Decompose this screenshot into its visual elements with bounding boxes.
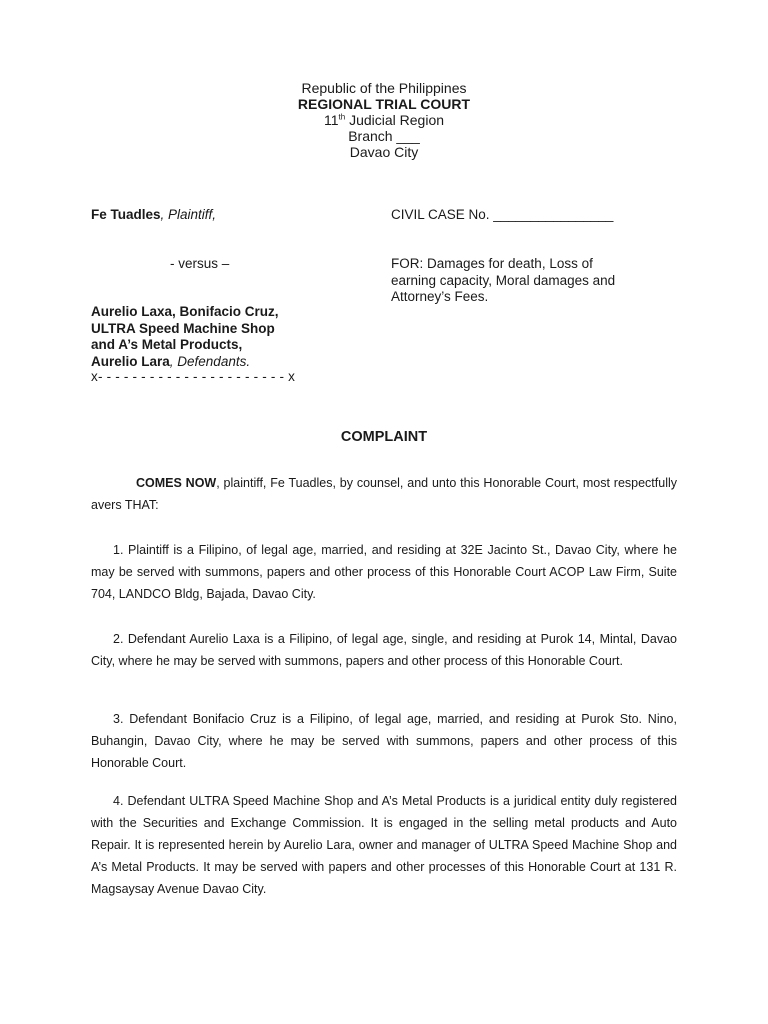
header-region-text: Judicial Region (345, 112, 445, 128)
plaintiff-role: , Plaintiff, (160, 207, 217, 222)
allegation-paragraph: 3. Defendant Bonifacio Cruz is a Filipino, of legal age, married, and residing at Purok Sto. Nino, Buhangin, Davao City, where he may be served with summons, papers and other process of this Honorable Court. (91, 712, 677, 770)
civil-case-number: CIVIL CASE No. ________________ (391, 207, 614, 222)
header-region (0, 112, 768, 128)
case-nature (391, 256, 615, 306)
defendant-line: ULTRA Speed Machine Shop (91, 320, 275, 336)
header-republic: Republic of the Philippines (301, 80, 467, 96)
defendant-line: Aurelio Laxa, Bonifacio Cruz, (91, 304, 279, 319)
defendant-role: , Defendants. (169, 353, 251, 369)
case-nature-line: FOR: Damages for death, Loss of (391, 256, 593, 271)
case-nature-line: earning capacity, Moral damages and (391, 272, 616, 288)
allegation-paragraph: 2. Defendant Aurelio Laxa is a Filipino, of legal age, single, and residing at Purok 14, Mintal, Davao City, where he may be served with summons, papers and other process of this Honorable Court. (91, 632, 677, 668)
intro-text: , plaintiff, Fe Tuadles, by counsel, and unto this Honorable Court, most respectfully avers THAT: (91, 476, 677, 512)
defendants-block (91, 304, 279, 370)
allegation-paragraph: 4. Defendant ULTRA Speed Machine Shop and A’s Metal Products is a juridical entity duly registered with the Securities and Exchange Commission. It is engaged in the selling metal products and Auto Repair. It is represented herein by Aurelio Lara, owner and manager of ULTRA Speed Machine Shop and A’s Metal Products. It may be served with papers and other processes of this Honorable Court at 131 R. Magsaysay Avenue Davao City. (91, 794, 677, 896)
header-court: REGIONAL TRIAL COURT (297, 96, 471, 112)
defendant-line (91, 354, 279, 371)
intro-lead: COMES NOW (136, 476, 217, 490)
plaintiff-name: Fe Tuadles (91, 207, 161, 222)
case-nature-line: Attorney’s Fees. (391, 289, 489, 304)
plaintiff-line (91, 207, 216, 224)
header-region-number: 11 (323, 112, 339, 128)
header-region-suffix: th (338, 112, 346, 122)
allegation-paragraph: 1. Plaintiff is a Filipino, of legal age, married, and residing at 32E Jacinto St., Davao City, where he may be served with summons, papers and other process of this Honorable Court ACOP Law Firm, Suite 704, LANDCO Bldg, Bajada, Davao City. (91, 543, 677, 601)
defendant-name: Aurelio Lara (91, 353, 170, 369)
complaint-title: COMPLAINT (340, 429, 428, 445)
defendant-line: and A’s Metal Products, (91, 337, 243, 352)
header-city: Davao City (349, 144, 419, 160)
caption-separator: x- - - - - - - - - - - - - - - - - - - - - - x (91, 369, 296, 384)
intro-paragraph (91, 472, 677, 516)
header-branch: Branch ___ (348, 128, 420, 144)
versus-label: - versus – (170, 256, 230, 271)
